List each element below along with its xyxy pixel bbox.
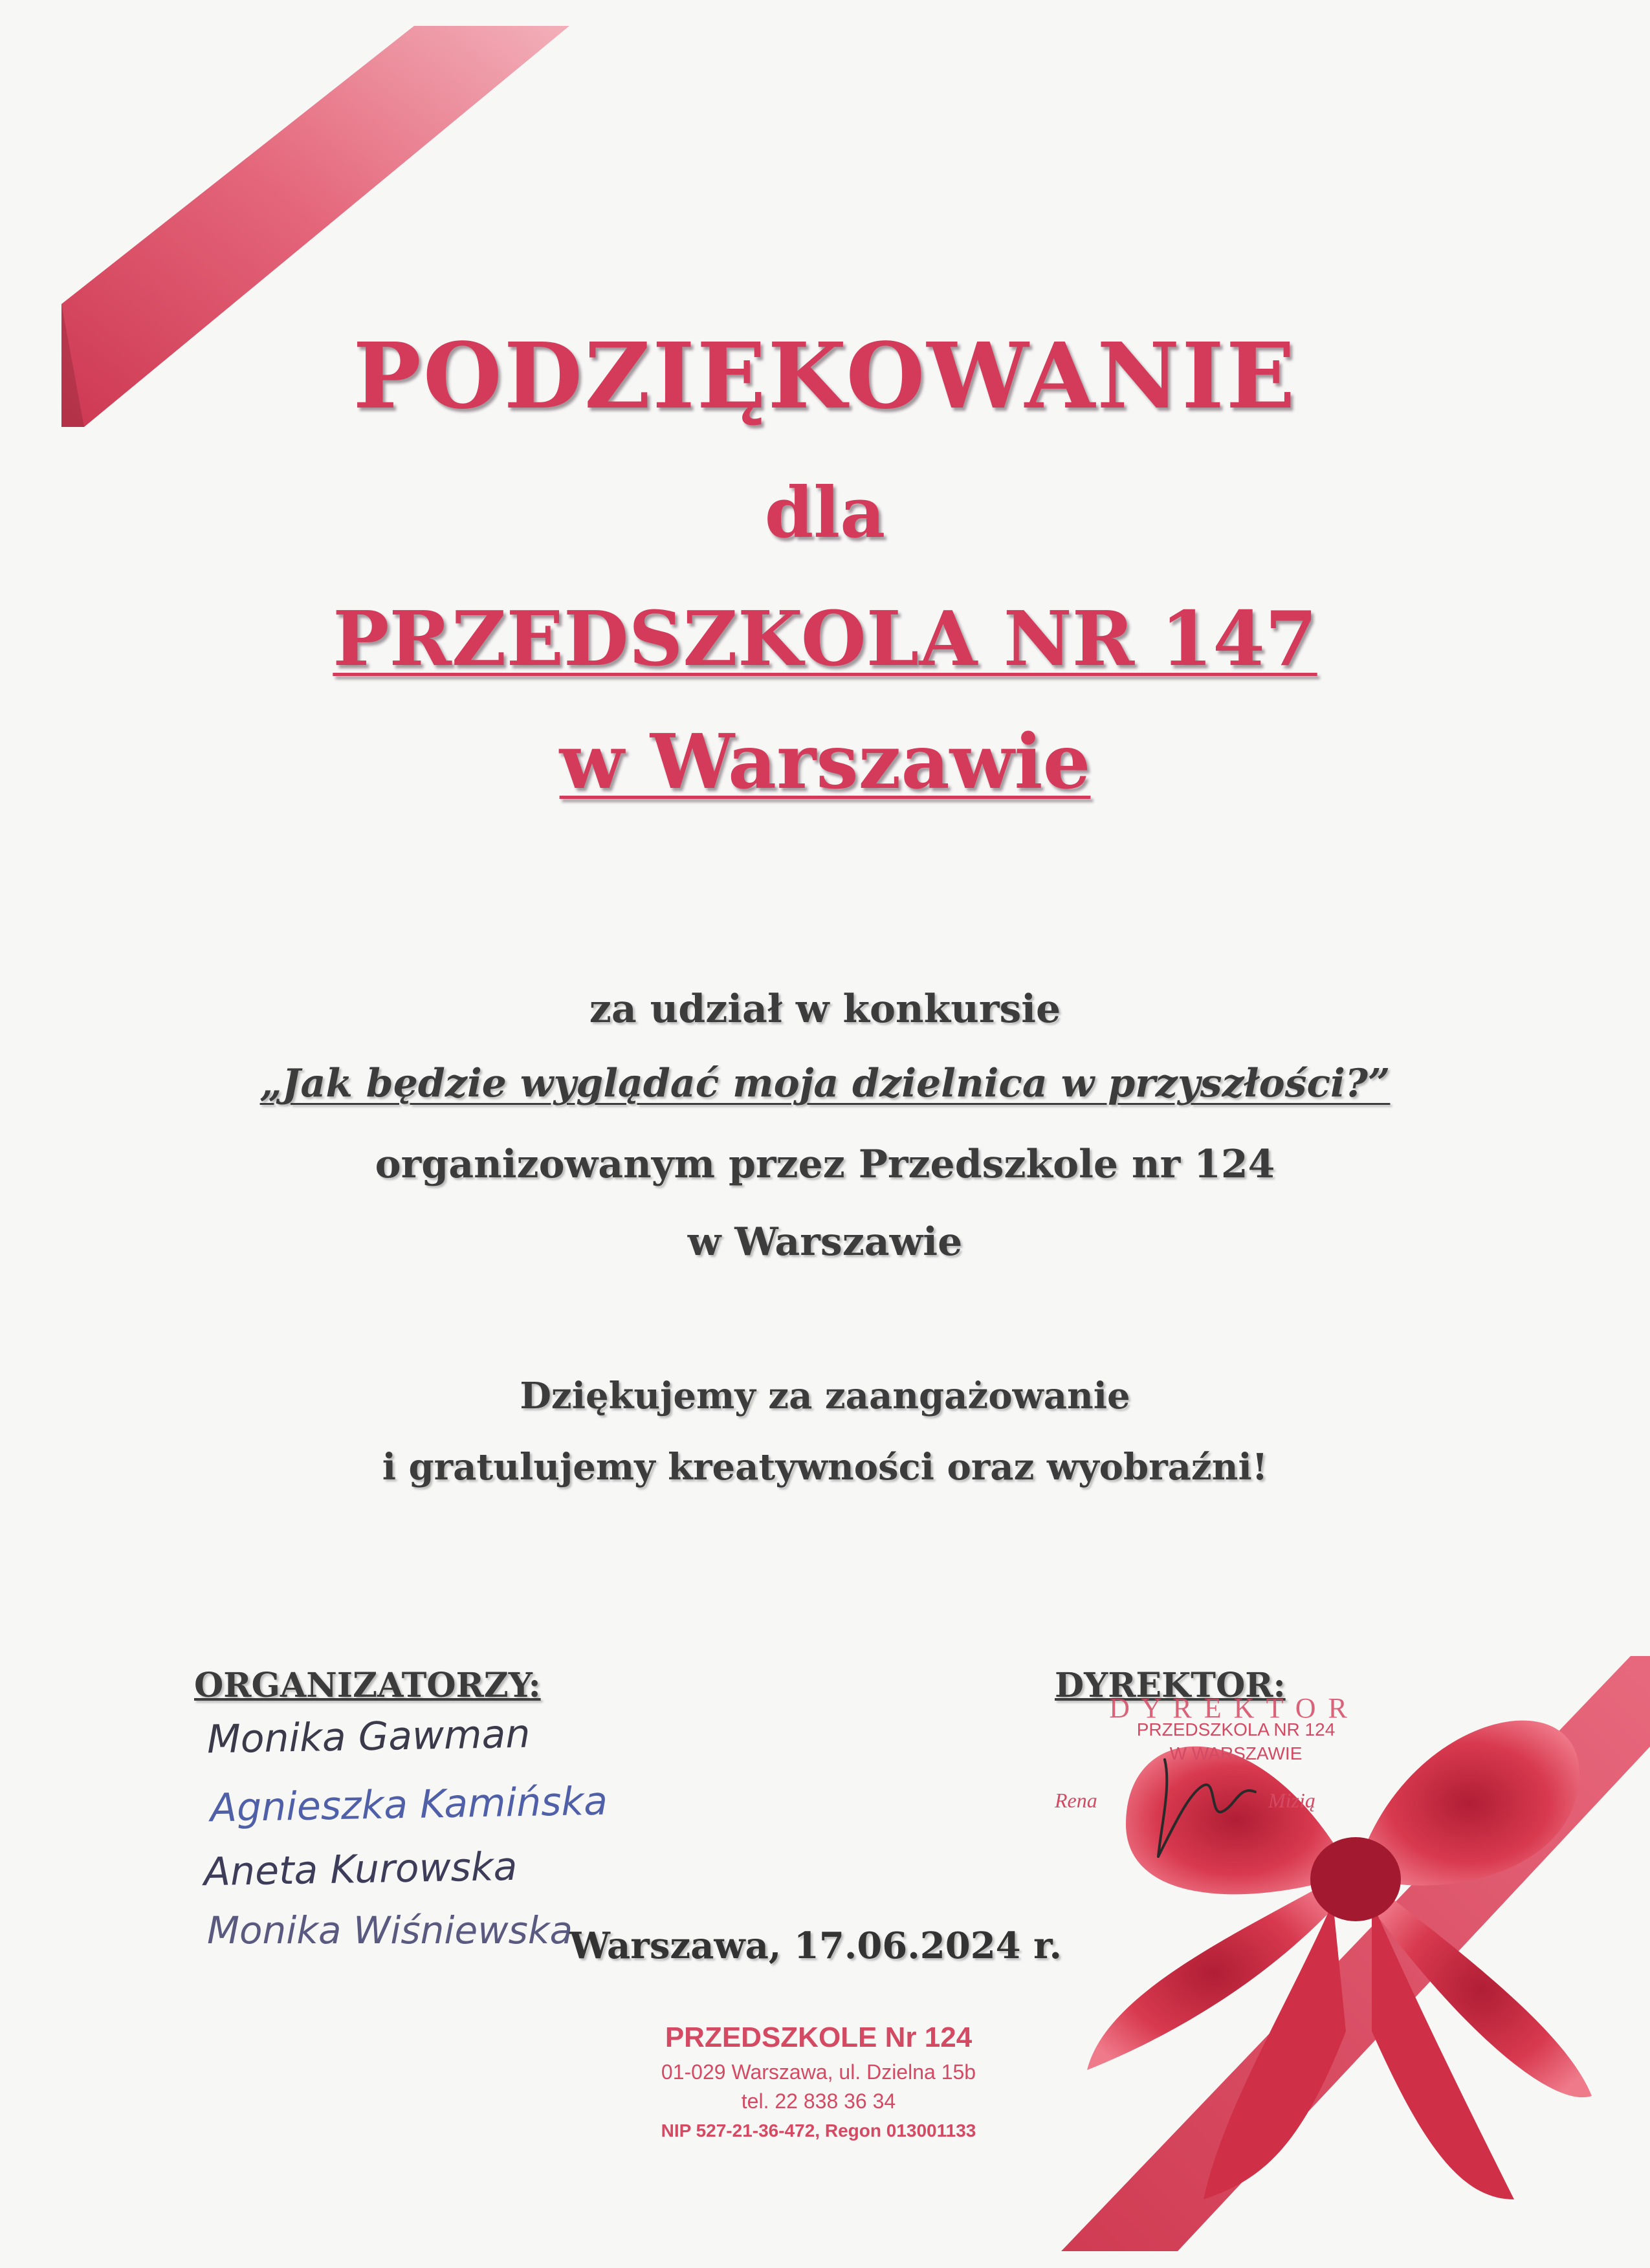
signature-4: Monika Wiśniewska	[207, 1908, 573, 1952]
signature-3: Aneta Kurowska	[203, 1844, 518, 1895]
director-signature-mark	[1126, 1747, 1281, 1876]
place-date: Warszawa, 17.06.2024 r.	[569, 1925, 1062, 1967]
signature-1: Monika Gawman	[206, 1711, 531, 1763]
certificate-title: PODZIĘKOWANIE	[353, 323, 1297, 430]
recipient-name: PRZEDSZKOLA NR 147	[333, 595, 1317, 683]
school-stamp-name: PRZEDSZKOLE Nr 124	[665, 2022, 973, 2053]
recipient-city: w Warszawie	[559, 718, 1091, 806]
school-stamp-ids: NIP 527-21-36-472, Regon 013001133	[661, 2121, 976, 2141]
thanks-line-2: i gratulujemy kreatywności oraz wyobraźni!	[382, 1446, 1268, 1488]
director-stamp-title: D Y R E K T O R	[1109, 1692, 1350, 1724]
signature-2: Agnieszka Kamińska	[210, 1778, 608, 1831]
body-line-city: w Warszawie	[687, 1219, 963, 1265]
director-stamp-name-left: Rena	[1055, 1789, 1097, 1812]
title-for: dla	[764, 472, 886, 554]
director-stamp-school: PRZEDSZKOLA NR 124	[1136, 1719, 1336, 1739]
body-line-participation: za udział w konkursie	[589, 987, 1061, 1032]
contest-name: „Jak będzie wyglądać moja dzielnica w przyszłości?”	[259, 1061, 1391, 1106]
thanks-line-1: Dziękujemy za zaangażowanie	[520, 1375, 1130, 1417]
director-stamp-name-right: Mizią	[1268, 1789, 1315, 1812]
director-label: DYREKTOR:	[1055, 1666, 1286, 1705]
school-stamp-phone: tel. 22 838 36 34	[741, 2089, 896, 2113]
body-line-organizer: organizowanym przez Przedszkole nr 124	[375, 1142, 1275, 1187]
organizers-label: ORGANIZATORZY:	[194, 1666, 541, 1705]
director-stamp-city: W WARSZAWIE	[1169, 1743, 1303, 1763]
school-stamp-address: 01-029 Warszawa, ul. Dzielna 15b	[661, 2060, 976, 2084]
